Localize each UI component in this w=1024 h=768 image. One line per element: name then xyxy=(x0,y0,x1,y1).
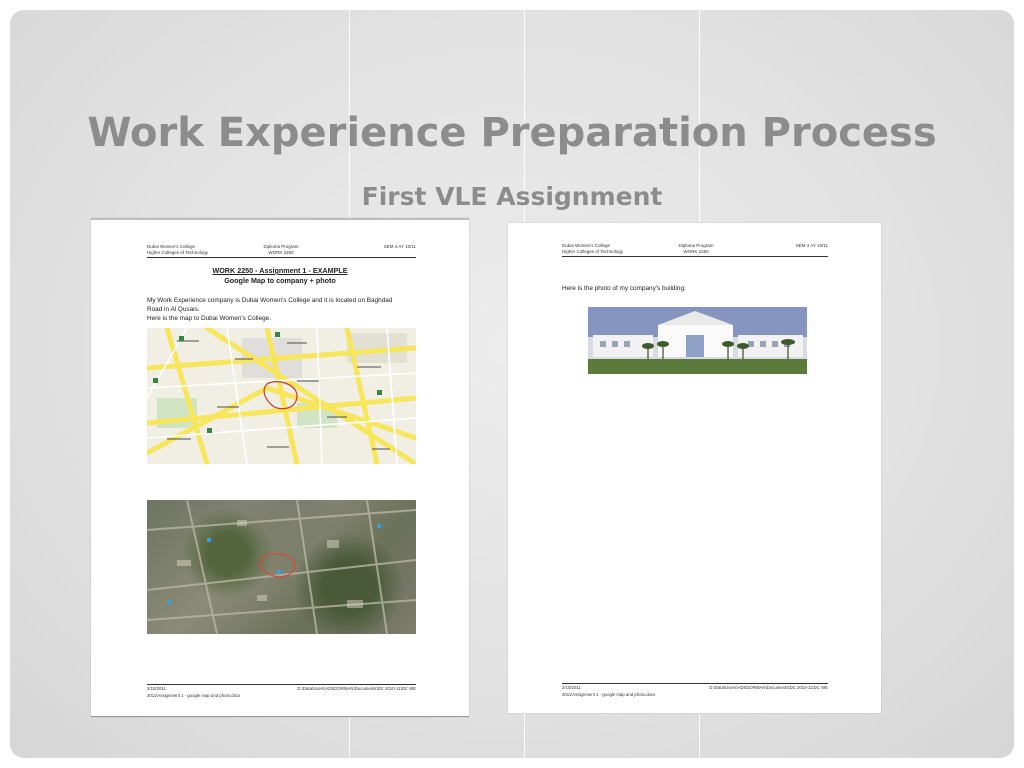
doc-header-course: WORK 2250 xyxy=(683,249,709,254)
satellite-map-graphic xyxy=(147,500,416,634)
doc-title-sub: Google Map to company + photo xyxy=(224,276,336,285)
doc-header-program: Diploma Program xyxy=(263,244,299,249)
doc-header-center xyxy=(676,243,716,255)
doc-header-center xyxy=(261,244,301,256)
doc-header-course: WORK 2250 xyxy=(268,250,294,255)
doc-header-rule xyxy=(562,256,828,257)
doc-header-institution: Higher Colleges of Technology xyxy=(562,249,623,254)
doc-footer-date: 2/10/2011 xyxy=(147,686,166,691)
doc-header-left xyxy=(147,244,208,256)
doc-header-right: SEM 4 AY 10/11 xyxy=(383,244,416,249)
doc-title xyxy=(91,266,469,286)
doc-header-right: SEM 4 AY 10/11 xyxy=(795,243,828,248)
street-map-graphic xyxy=(147,328,416,464)
doc-header-institution: Higher Colleges of Technology xyxy=(147,250,208,255)
doc-footer-file: 2011\Assignment 1 - google map and photo.docx xyxy=(147,693,241,698)
doc-body-line: Road in Al Qusais. xyxy=(147,306,200,313)
doc-body-line: Here is the map to Dubai Women's College. xyxy=(147,315,272,322)
satellite-map-image xyxy=(147,500,416,634)
doc-header-college: Dubai Women's College xyxy=(562,243,611,248)
doc-header-rule xyxy=(147,257,416,258)
document-page-map xyxy=(91,218,469,717)
document-page-photo xyxy=(508,223,881,713)
building-photo-graphic xyxy=(588,307,807,374)
slide-title: Work Experience Preparation Process xyxy=(87,110,937,156)
doc-header-college: Dubai Women's College xyxy=(147,244,196,249)
slide xyxy=(10,10,1014,758)
doc-header-left xyxy=(562,243,623,255)
doc-header-program: Diploma Program xyxy=(678,243,714,248)
doc-footer-rule xyxy=(562,683,828,684)
doc-footer-rule xyxy=(147,684,416,685)
doc-footer-path: D:\Data\Users\ADSDORMAN\Documents\DC 2010-11\DC WE xyxy=(709,685,828,690)
doc-body xyxy=(147,296,416,323)
building-photo xyxy=(588,307,807,374)
street-map-image xyxy=(147,328,416,464)
doc-body-line: My Work Experience company is Dubai Women's College and it is located on Baghdad xyxy=(147,297,393,304)
doc-footer-file: 2011\Assignment 1 - google map and photo.docx xyxy=(562,692,656,697)
slide-subtitle: First VLE Assignment xyxy=(361,182,663,211)
doc-title-main: WORK 2250 - Assignment 1 - EXAMPLE xyxy=(212,266,348,275)
doc-footer-path: D:\Data\Users\ADSDORMAN\Documents\DC 2010-11\DC WE xyxy=(297,686,416,691)
doc-body-line: Here is the photo of my company's building: xyxy=(562,285,686,292)
doc-footer-date: 2/10/2011 xyxy=(562,685,581,690)
